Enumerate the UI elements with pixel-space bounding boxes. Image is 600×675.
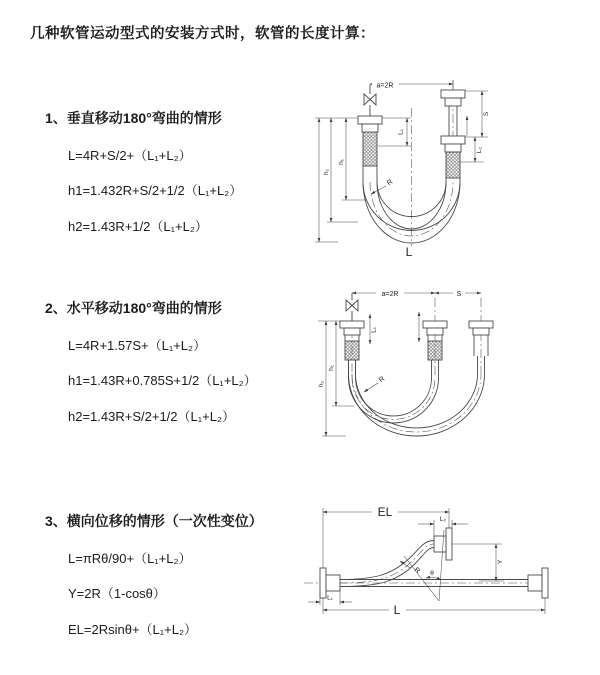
dim-label-l1: L₁ (397, 129, 405, 135)
left-pipe-flange (358, 116, 382, 166)
label-radius: R (378, 375, 387, 385)
section-3-heading: 3、横向位移的情形（一次性变位） (45, 513, 263, 529)
formula-h2: h2=1.43R+1/2（L₁+L₂） (68, 218, 208, 234)
valve-icon (346, 293, 358, 321)
dim-label-a2r: a=2R (381, 291, 399, 299)
pipes-and-flanges (340, 321, 493, 360)
section-1-heading: 1、垂直移动180°弯曲的情形 (45, 110, 222, 126)
label-radius: R (386, 178, 395, 188)
dim-label-s: S (483, 111, 490, 117)
dim-label-l2: L₂ (439, 516, 447, 523)
formula-h2: h2=1.43R+S/2+1/2（L₁+L₂） (68, 408, 235, 424)
label-theta: θ (430, 570, 434, 577)
dim-label-l1: L₁ (327, 594, 333, 602)
diagram-lateral-displacement (296, 498, 598, 632)
centerlines (352, 298, 481, 432)
radius-callout (364, 375, 386, 392)
label-length: L (393, 603, 401, 617)
dim-label-s: S (456, 291, 462, 299)
dim-label-l2: L₂ (476, 146, 483, 154)
dim-label-a2r: a=2R (376, 82, 394, 90)
braided-hose-section (446, 152, 460, 178)
formula-l: L=πRθ/90+（L₁+L₂） (68, 550, 192, 566)
dim-label-l1: L₁ (370, 327, 378, 333)
braided-hose-section (363, 132, 377, 166)
formula-el: EL=2Rsinθ+（L₁+L₂） (68, 621, 198, 637)
dimension-lines (318, 288, 481, 436)
diagram-horizontal-180-bend (312, 286, 598, 458)
formula-l: L=4R+S/2+（L₁+L₂） (68, 147, 192, 163)
dim-label-el: EL (377, 505, 393, 519)
formula-h1: h1=1.43R+0.785S+1/2（L₁+L₂） (68, 373, 257, 388)
dim-label-h2: h₂ (318, 380, 325, 388)
dimension-lines (315, 78, 490, 242)
dim-label-y: Y (497, 559, 504, 565)
dim-label-h1: h₁ (338, 159, 345, 165)
dim-label-h2: h₂ (323, 168, 330, 176)
hose-u-bends (349, 356, 485, 436)
dim-label-h1: h₁ (328, 365, 335, 371)
dimension-lines (308, 505, 545, 617)
braided-hose-section (428, 341, 442, 360)
label-radius: R (412, 566, 422, 576)
label-length: L (405, 245, 413, 259)
section-3 (45, 511, 320, 638)
section-1 (45, 108, 320, 235)
radius-callout (371, 178, 394, 194)
flanges (320, 528, 548, 598)
braided-hose-section (345, 341, 359, 360)
formula-l: L=4R+1.57S+（L₁+L₂） (68, 337, 207, 353)
formula-y: Y=2R（1-cosθ） (68, 586, 166, 601)
page-title: 几种软管运动型式的安装方式时，软管的长度计算： (30, 26, 375, 42)
section-2-heading: 2、水平移动180°弯曲的情形 (45, 300, 222, 316)
section-2 (45, 298, 320, 425)
diagram-vertical-180-bend (312, 70, 584, 262)
formula-h1: h1=1.432R+S/2+1/2（L₁+L₂） (68, 183, 243, 198)
